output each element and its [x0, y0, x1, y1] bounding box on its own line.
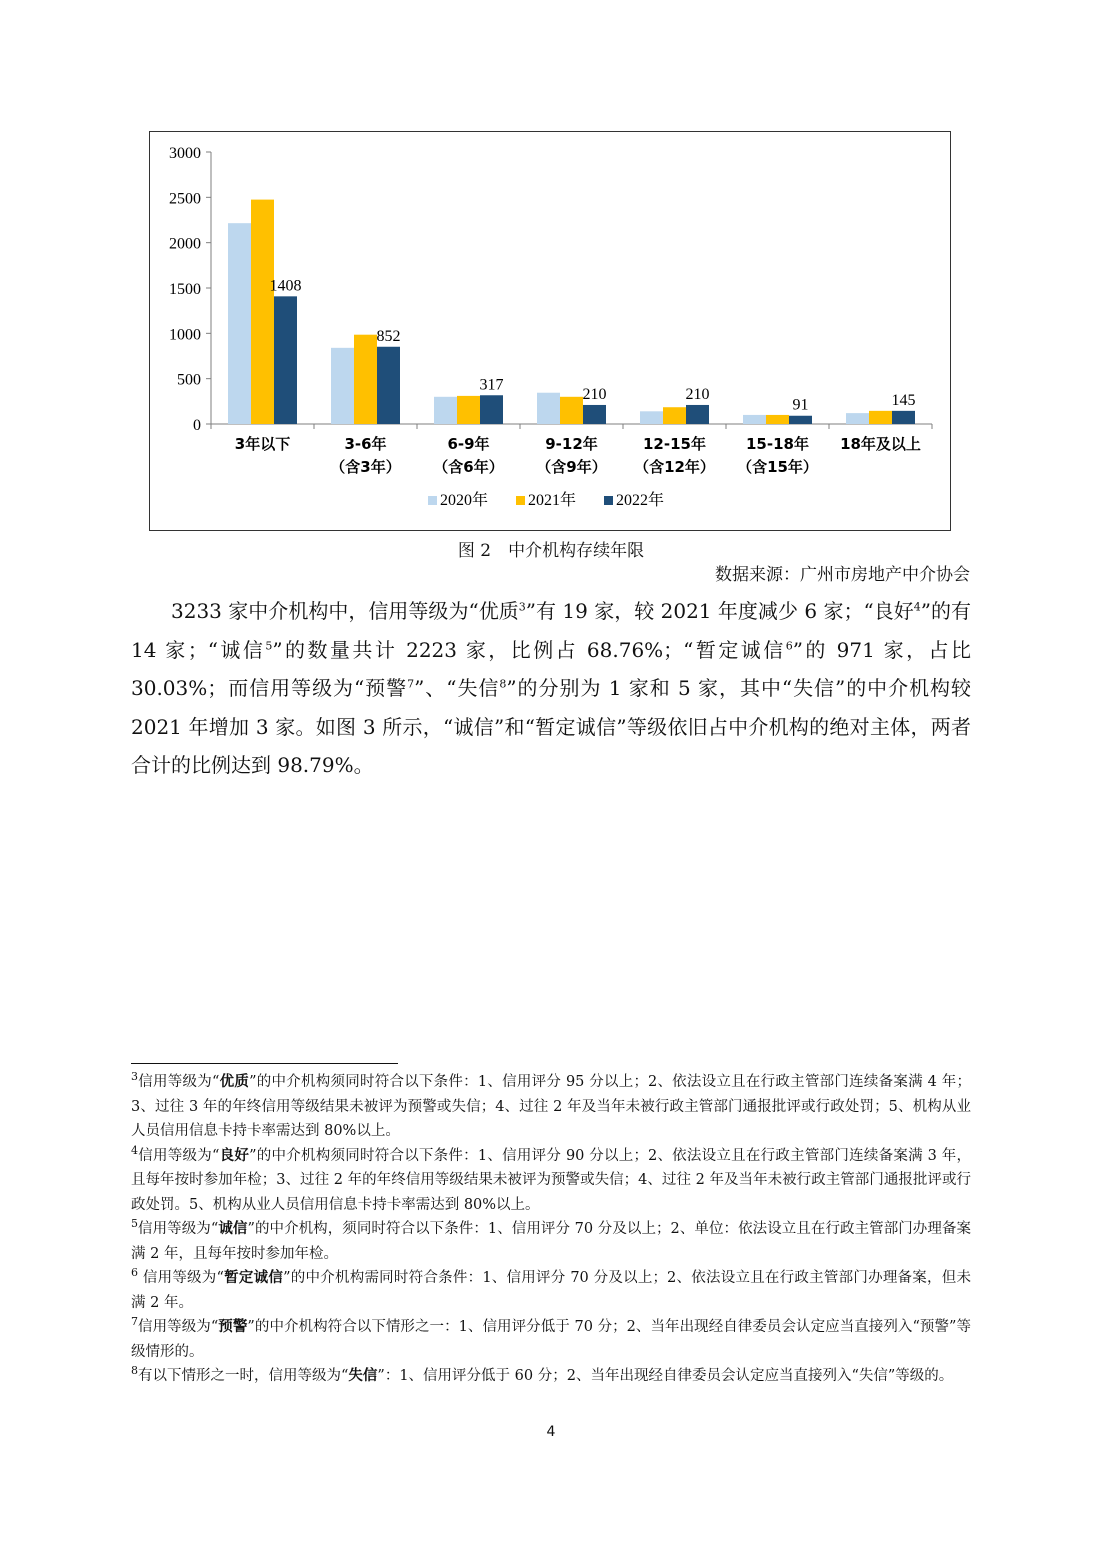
body-paragraph — [131, 592, 971, 785]
legend-swatch-2021年 — [516, 496, 525, 505]
x-tick-label: （含12年） — [634, 458, 715, 476]
footnote-number: 4 — [131, 1143, 138, 1157]
bar-2021年-12-15年 — [663, 407, 686, 424]
footnote-text: 有以下情形之一时，信用等级为“ — [138, 1368, 349, 1384]
y-tick-label: 2000 — [169, 235, 201, 253]
footnote-text: 信用等级为“ — [138, 1221, 219, 1237]
footnote-text: ”的中介机构，须同时符合以下条件：1、信用评分 70 分及以上；2、单位：依法设立且在行政主管部门办理备案满 2 年，且每年按时参加年检。 — [131, 1221, 971, 1262]
bar-2021年-9-12年 — [560, 397, 583, 424]
footnote-number: 8 — [131, 1364, 138, 1378]
bar-2021年-15-18年 — [766, 415, 789, 424]
data-label: 210 — [685, 385, 710, 403]
bar-2021年-18年及以上 — [869, 411, 892, 424]
data-label: 210 — [582, 385, 607, 403]
body-text-3: ”的有 14 家；“诚信 — [131, 599, 971, 662]
footnote-text: 信用等级为“ — [138, 1147, 220, 1164]
x-tick-label: 3年以下 — [234, 435, 291, 453]
footnote-text: 信用等级为“ — [138, 1074, 220, 1090]
data-label: 145 — [891, 391, 916, 409]
footnote-number: 5 — [131, 1217, 138, 1231]
footnote-ref-8[interactable]: 8 — [499, 677, 507, 691]
footnote-text: ”的中介机构须同时符合以下条件：1、信用评分 90 分以上；2、依法设立且在行政主管部门连续备案满 3 年，且每年按时参加年检；3、过往 2 年的年终信用等级结果未被评为预警或失信；4、过往 2 年及当年未被行政主管部门通报批评或行政处罚。5、机构从业人员信用信息卡持卡率需达到 80%以上。 — [131, 1147, 971, 1213]
chart-container — [149, 131, 951, 531]
x-tick-label: 6-9年 — [447, 435, 490, 453]
data-source: 数据来源：广州市房地产中介协会 — [715, 565, 970, 585]
footnote-8 — [131, 1364, 971, 1389]
bar-2021年-3-6年 — [354, 335, 377, 424]
body-text-1: 3233 家中介机构中，信用等级为“优质 — [171, 599, 519, 623]
bar-2022年-12-15年 — [686, 405, 709, 424]
bar-2020年-3年以下 — [228, 223, 251, 424]
y-tick-label: 500 — [177, 371, 201, 389]
y-tick-label: 1500 — [169, 281, 201, 298]
legend-swatch-2020年 — [428, 496, 437, 505]
bar-2022年-18年及以上 — [892, 411, 915, 424]
bar-2020年-6-9年 — [434, 397, 457, 424]
bar-2020年-3-6年 — [331, 348, 354, 424]
x-tick-label: （含3年） — [330, 458, 401, 476]
data-label: 852 — [376, 327, 401, 345]
bar-2021年-3年以下 — [251, 200, 274, 424]
legend-swatch-2022年 — [604, 496, 613, 505]
body-text-2: ”有 19 家，较 2021 年度减少 6 家；“良好 — [525, 599, 914, 623]
y-tick-label: 0 — [193, 417, 201, 434]
footnote-ref-4[interactable]: 4 — [913, 600, 921, 614]
bar-chart — [150, 132, 950, 530]
x-tick-label: 9-12年 — [545, 435, 598, 453]
data-label: 317 — [479, 376, 504, 394]
bar-2022年-15-18年 — [789, 416, 812, 424]
footnote-text: ”的中介机构须同时符合以下条件：1、信用评分 95 分以上；2、依法设立且在行政主管部门连续备案满 4 年；3、过往 3 年的年终信用等级结果未被评为预警或失信；4、过往 2 年及当年未被行政主管部门通报批评或行政处罚；5、机构从业人员信用信息卡持卡率需达到 80%以上。 — [131, 1074, 971, 1139]
footnote-7 — [131, 1315, 971, 1364]
body-text-6: ”、“失信 — [414, 676, 500, 700]
bar-2020年-9-12年 — [537, 393, 560, 424]
footnote-ref-7[interactable]: 7 — [407, 677, 415, 691]
bar-2022年-3年以下 — [274, 296, 297, 424]
y-tick-label: 3000 — [169, 145, 201, 162]
page-number: 4 — [546, 1424, 556, 1440]
bar-2022年-3-6年 — [377, 347, 400, 424]
footnote-text: 信用等级为“ — [138, 1270, 224, 1286]
footnote-text: 信用等级为“ — [138, 1319, 219, 1335]
legend-label-2021年: 2021年 — [528, 492, 577, 509]
footnote-6 — [131, 1266, 971, 1315]
footnote-term: 失信 — [348, 1367, 378, 1384]
data-label: 1408 — [269, 277, 302, 295]
footnote-number: 3 — [131, 1070, 138, 1084]
bar-2021年-6-9年 — [457, 396, 480, 424]
footnote-term: 良好 — [219, 1146, 250, 1164]
footnote-ref-3[interactable]: 3 — [518, 600, 526, 614]
footnote-3 — [131, 1070, 971, 1144]
footnote-text: ”的中介机构需同时符合条件：1、信用评分 70 分及以上；2、依法设立且在行政主管部门办理备案，但未满 2 年。 — [131, 1270, 971, 1311]
legend-label-2020年: 2020年 — [440, 492, 489, 509]
footnote-term: 诚信 — [218, 1220, 248, 1237]
footnote-ref-6[interactable]: 6 — [785, 638, 793, 652]
footnote-number: 7 — [131, 1315, 138, 1329]
x-tick-label: 12-15年 — [643, 435, 706, 453]
footnote-term: 预警 — [218, 1318, 248, 1335]
figure-caption: 图 2 中介机构存续年限 — [457, 541, 645, 561]
x-tick-label: 18年及以上 — [840, 435, 921, 453]
y-tick-label: 1000 — [169, 326, 201, 344]
footnote-term: 暂定诚信 — [223, 1269, 284, 1286]
footnote-number: 6 — [131, 1266, 138, 1280]
x-tick-label: （含6年） — [433, 458, 504, 476]
bar-2020年-18年及以上 — [846, 413, 869, 424]
legend-label-2022年: 2022年 — [616, 492, 665, 509]
x-tick-label: 15-18年 — [746, 435, 809, 453]
bar-2022年-9-12年 — [583, 405, 606, 424]
footnote-term: 优质 — [219, 1073, 250, 1090]
footnote-divider — [131, 1063, 398, 1064]
bar-2020年-15-18年 — [743, 415, 766, 424]
footnotes — [131, 1070, 971, 1389]
x-tick-label: 3-6年 — [344, 435, 387, 453]
footnote-text: ”：1、信用评分低于 60 分；2、当年出现经自律委员会认定应当直接列入“失信”等级的。 — [377, 1368, 954, 1384]
footnote-5 — [131, 1217, 971, 1266]
data-label: 91 — [792, 396, 809, 414]
body-text-7: ”的分别为 1 家和 5 家，其中“失信”的中介机构较 2021 年增加 3 家。如图 3 所示，“诚信”和“暂定诚信”等级依旧占中介机构的绝对主体，两者合计的比例达到 98.79%。 — [131, 676, 972, 777]
y-tick-label: 2500 — [169, 190, 201, 208]
bar-2022年-6-9年 — [480, 395, 503, 424]
bar-2020年-12-15年 — [640, 411, 663, 424]
footnote-text: ”的中介机构符合以下情形之一：1、信用评分低于 70 分；2、当年出现经自律委员会认定应当直接列入“预警”等级情形的。 — [131, 1319, 972, 1360]
body-text-4: ”的数量共计 2223 家，比例占 68.76%；“暂定诚信 — [272, 637, 786, 662]
body-text-5: ”的 971 家，占比 30.03%；而信用等级为“预警 — [131, 637, 971, 700]
footnote-ref-5[interactable]: 5 — [265, 638, 273, 652]
x-tick-label: （含9年） — [536, 458, 607, 476]
footnote-4 — [131, 1144, 971, 1218]
x-tick-label: （含15年） — [737, 458, 818, 476]
